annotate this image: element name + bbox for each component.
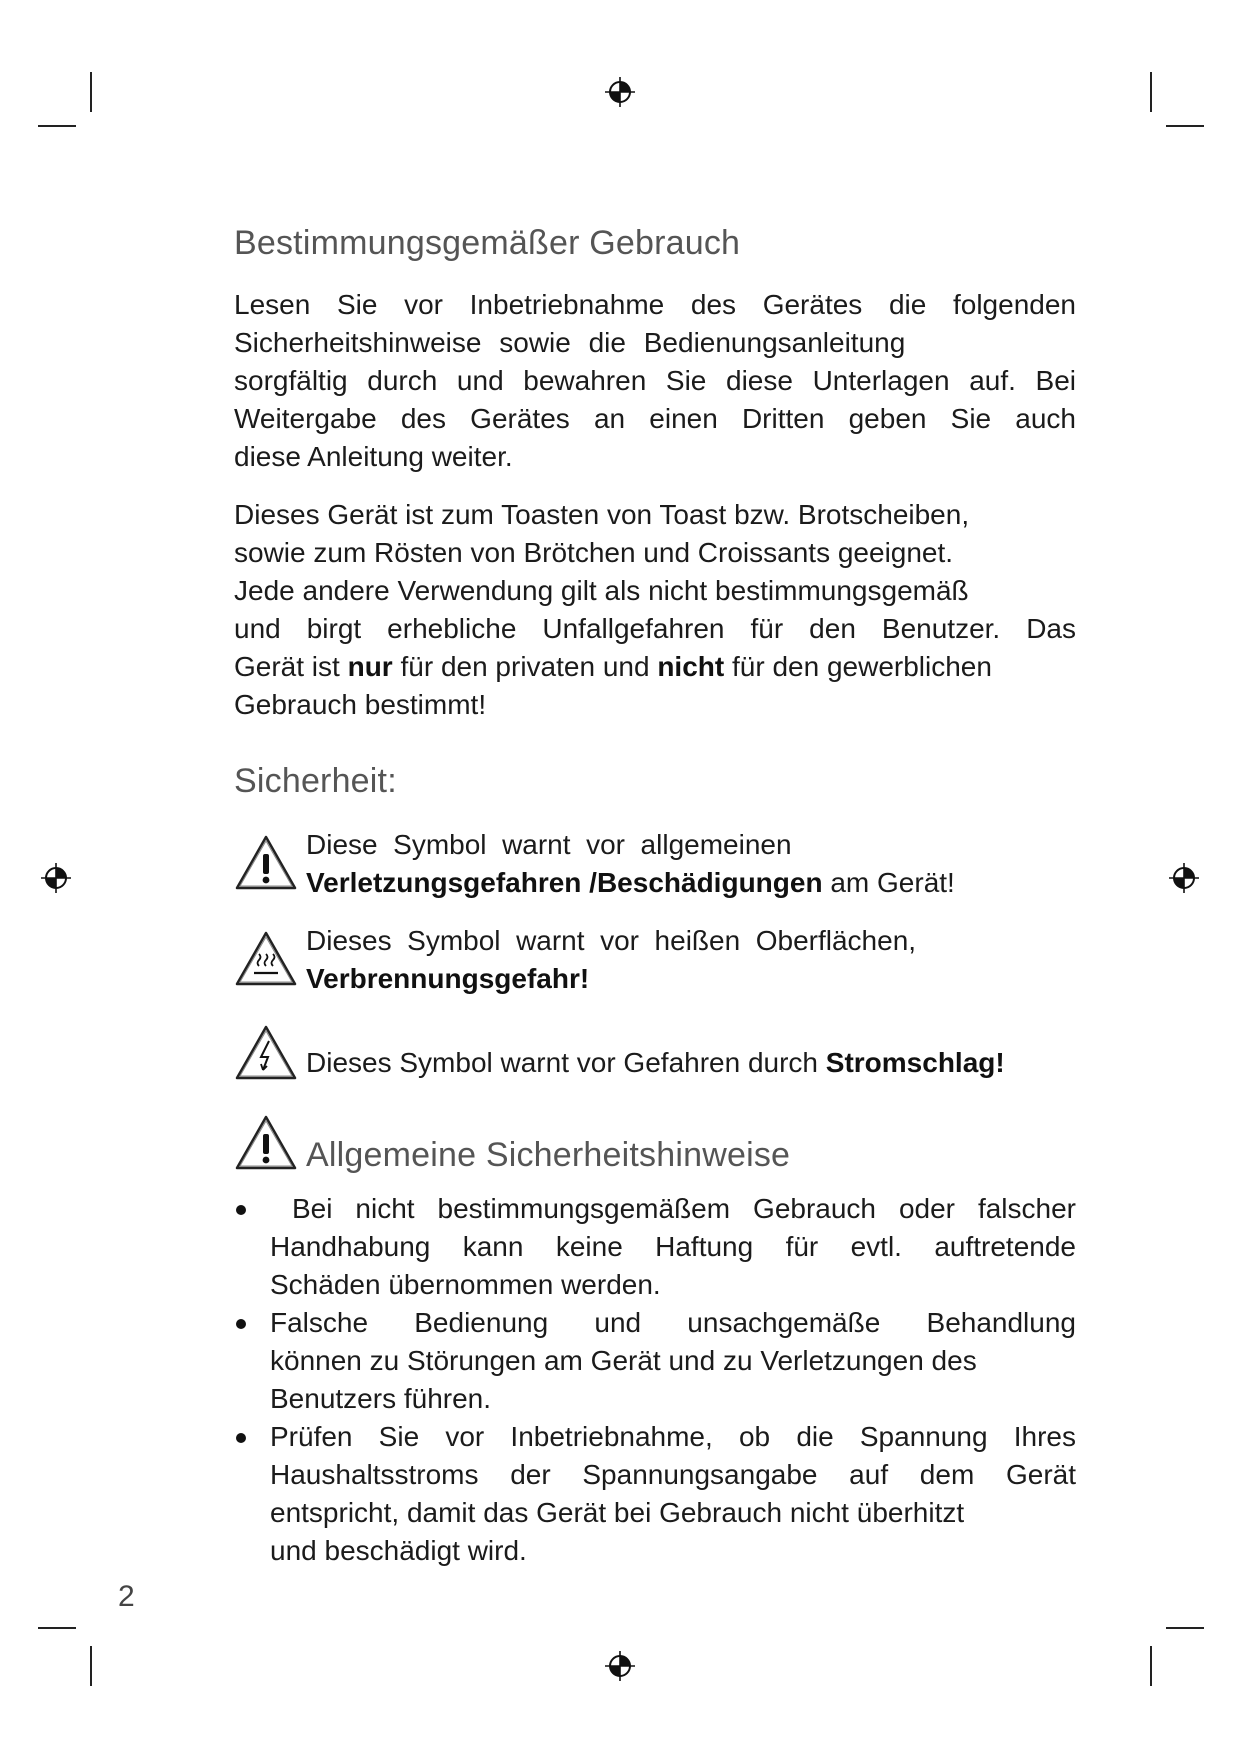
text-line [306,960,1076,998]
crop-mark [90,1646,92,1686]
section-heading-text: Allgemeine Sicherheitshinweise [306,1136,791,1174]
text-line: Schäden übernommen werden. [270,1269,661,1300]
text-line: können zu Störungen am Gerät und zu Verletzungen des [270,1345,977,1376]
crop-mark [1166,1627,1204,1629]
text-span: Dieses Symbol warnt vor Gefahren durch [306,1047,826,1078]
page-content [234,222,1076,1570]
registration-mark-icon [40,862,72,894]
electric-shock-icon [234,1024,298,1082]
text-line: Bei nicht bestimmungsgemäßem Gebrauch oder falscher [292,1193,1076,1224]
symbol-row-general-warning [234,826,1076,902]
text-line: und birgt erhebliche Unfallgefahren für den Benutzer. Das [234,613,1076,644]
warning-exclamation-icon [234,1114,298,1172]
registration-mark-icon [604,1650,636,1682]
warning-exclamation-icon [234,834,298,892]
text-line: Diese Symbol warnt vor allgemeinen [306,829,792,860]
crop-mark [38,125,76,127]
emphasis-nur: nur [347,651,393,682]
crop-mark [1166,125,1204,127]
text-line [234,648,1076,686]
text-span: für den privaten und [392,651,658,682]
text-line: Falsche Bedienung und unsachgemäße Behandlung [270,1307,1076,1338]
text-line: Jede andere Verwendung gilt als nicht bestimmungsgemäß [234,575,969,606]
text-line: Gebrauch bestimmt! [234,689,487,720]
text-line: Dieses Gerät ist zum Toasten von Toast bzw. Brotscheiben, [234,499,970,530]
text-span: am Gerät! [822,867,955,898]
text-line: sowie zum Rösten von Brötchen und Croissants geeignet. [234,537,954,568]
section-heading-safety: Sicherheit: [234,762,397,800]
text-line: Dieses Symbol warnt vor heißen Oberflächen, [306,925,917,956]
text-line: entspricht, damit das Gerät bei Gebrauch nicht überhitzt [270,1497,965,1528]
bullet-dot [236,1205,246,1215]
page-number: 2 [118,1580,135,1613]
emphasis-nicht: nicht [657,651,725,682]
crop-mark [38,1627,76,1629]
symbol-description [306,1022,1076,1082]
paragraph-purpose [234,496,1076,724]
list-item [234,1190,1076,1304]
symbol-row-electric-shock [234,1022,1076,1082]
emphasis-text: Verletzungsgefahren /Beschädigungen [306,867,823,898]
text-line [306,864,1076,902]
symbol-description [306,922,1076,998]
text-span: Gerät ist [234,651,348,682]
crop-mark [1150,1646,1152,1686]
text-line: diese Anleitung weiter. [234,441,513,472]
paragraph-intro [234,286,1076,476]
list-item [234,1418,1076,1570]
bullet-dot [236,1319,246,1329]
emphasis-text: Stromschlag! [825,1047,1005,1078]
text-span: für den gewerblichen [724,651,992,682]
symbol-description [306,826,1076,902]
text-line: Benutzers führen. [270,1383,492,1414]
registration-mark-icon [604,76,636,108]
text-line: Handhabung kann keine Haftung für evtl. auftretende [270,1231,1076,1262]
symbol-row-hot-surface [234,922,1076,998]
crop-mark [1150,72,1152,112]
bullet-dot [236,1433,246,1443]
text-line: Weitergabe des Gerätes an einen Dritten geben Sie auch [234,403,1076,434]
emphasis-text: Verbrennungsgefahr! [306,963,590,994]
registration-mark-icon [1168,862,1200,894]
text-line: Sicherheitshinweise sowie die Bedienungsanleitung [234,327,906,358]
crop-mark [90,72,92,112]
text-line: Prüfen Sie vor Inbetriebnahme, ob die Spannung Ihres [270,1421,1076,1452]
text-line: sorgfältig durch und bewahren Sie diese Unterlagen auf. Bei [234,365,1076,396]
section-heading-intended-use: Bestimmungsgemäßer Gebrauch [234,224,741,262]
hot-surface-icon [234,930,298,988]
safety-bullet-list [234,1190,1076,1570]
text-line: und beschädigt wird. [270,1535,527,1566]
section-heading-general-safety [234,1114,1076,1176]
text-line: Haushaltsstroms der Spannungsangabe auf dem Gerät [270,1459,1076,1490]
text-line: Lesen Sie vor Inbetriebnahme des Gerätes die folgenden [234,289,1076,320]
list-item [234,1304,1076,1418]
